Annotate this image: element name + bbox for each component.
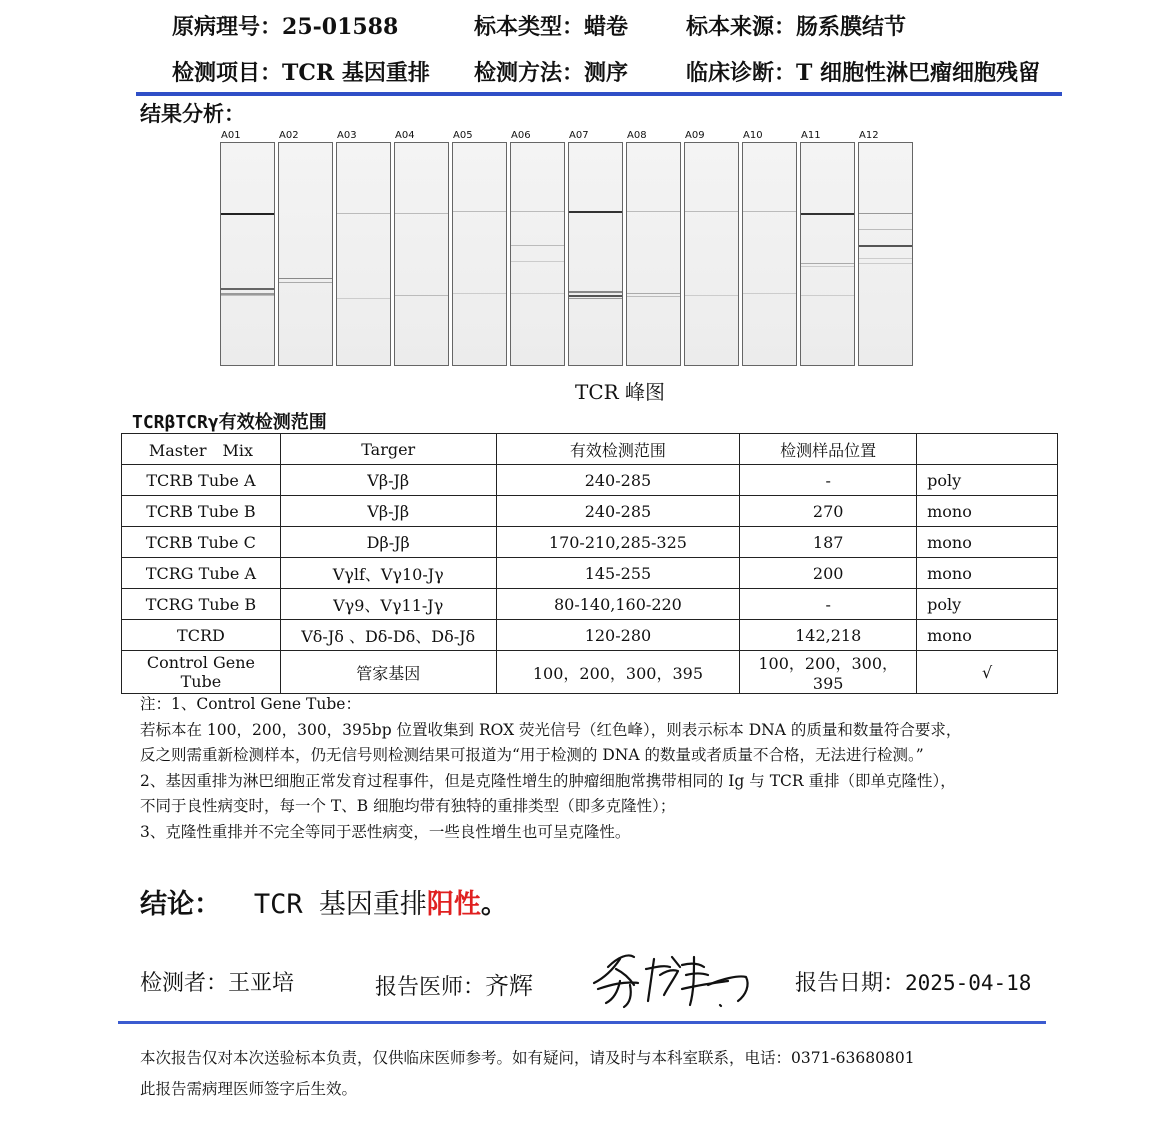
table-row — [122, 651, 1058, 694]
report-date-value: 2025-04-18 — [905, 971, 1032, 995]
gel-band — [337, 213, 390, 214]
gel-band — [859, 258, 912, 259]
cell-result: poly — [917, 589, 1058, 620]
gel-lane — [568, 142, 623, 366]
conclusion-result: 阳性 — [426, 889, 481, 920]
gel-band — [511, 211, 564, 212]
result-analysis-title: 结果分析： — [140, 101, 245, 126]
gel-band — [859, 229, 912, 230]
gel-band — [569, 295, 622, 297]
gel-band — [453, 211, 506, 212]
cell-target: Vγlf、Vγ10-Jγ — [280, 558, 496, 589]
tester — [140, 966, 294, 997]
gel-band — [453, 293, 506, 294]
tcr-gel-image — [220, 130, 920, 370]
gel-band — [395, 213, 448, 214]
gel-band — [627, 296, 680, 297]
gel-band — [511, 245, 564, 246]
gel-band — [859, 263, 912, 264]
specimen-source — [686, 10, 906, 41]
gel-band — [395, 295, 448, 296]
lane-label: A04 — [395, 130, 415, 141]
lane-label: A10 — [743, 130, 763, 141]
table-row — [122, 589, 1058, 620]
header-divider — [136, 92, 1062, 96]
lane-label: A11 — [801, 130, 821, 141]
gel-lane — [684, 142, 739, 366]
gel-lane — [742, 142, 797, 366]
cell-sample-position: 142,218 — [740, 620, 917, 651]
conclusion-label: 结论： — [140, 889, 221, 920]
test-method-value: 测序 — [584, 60, 629, 86]
gel-band — [569, 298, 622, 299]
cell-valid-range: 80-140,160-220 — [496, 589, 740, 620]
gel-lane — [452, 142, 507, 366]
cell-sample-position: 200 — [740, 558, 917, 589]
footer-validity-note: 此报告需病理医师签字后生效。 — [140, 1080, 358, 1098]
cell-master-mix: TCRB Tube B — [122, 496, 281, 527]
cell-sample-position: 270 — [740, 496, 917, 527]
lane-label: A09 — [685, 130, 705, 141]
cell-sample-position: - — [740, 465, 917, 496]
cell-sample-position: 187 — [740, 527, 917, 558]
gel-band — [627, 293, 680, 294]
clinical-diagnosis-value: T 细胞性淋巴瘤细胞残留 — [796, 60, 1041, 86]
cell-master-mix: Control Gene Tube — [122, 651, 281, 694]
cell-target: Vβ-Jβ — [280, 465, 496, 496]
specimen-source-value: 肠系膜结节 — [796, 14, 907, 40]
gel-lane — [336, 142, 391, 366]
gel-band — [859, 213, 912, 214]
gel-lane — [278, 142, 333, 366]
cell-result: poly — [917, 465, 1058, 496]
gel-band — [743, 293, 796, 294]
col-sample-position: 检测样品位置 — [740, 434, 917, 465]
report-date — [795, 966, 1031, 997]
gel-band — [511, 293, 564, 294]
cell-sample-position: - — [740, 589, 917, 620]
cell-target: Vβ-Jβ — [280, 496, 496, 527]
conclusion-end: 。 — [480, 889, 508, 920]
detection-range-table — [121, 433, 1058, 694]
gel-band — [221, 213, 274, 215]
test-method — [474, 56, 628, 87]
col-result — [917, 434, 1058, 465]
note-line: 3、克隆性重排并不完全等同于恶性病变，一些良性增生也可呈克隆性。 — [140, 822, 631, 841]
gel-lane — [394, 142, 449, 366]
cell-result: mono — [917, 527, 1058, 558]
cell-master-mix: TCRD — [122, 620, 281, 651]
footer-divider — [118, 1021, 1046, 1024]
test-item-label: 检测项目： — [172, 60, 283, 86]
gel-caption: TCR 峰图 — [575, 380, 666, 404]
cell-target: Vγ9、Vγ11-Jγ — [280, 589, 496, 620]
lane-label: A03 — [337, 130, 357, 141]
report-date-label: 报告日期： — [795, 971, 906, 996]
specimen-type-label: 标本类型： — [474, 14, 585, 40]
tester-name: 王亚培 — [228, 971, 295, 996]
lane-label: A01 — [221, 130, 241, 141]
gel-band — [279, 278, 332, 279]
cell-master-mix: TCRB Tube C — [122, 527, 281, 558]
gel-lane — [800, 142, 855, 366]
gel-band — [801, 263, 854, 264]
gel-band — [221, 288, 274, 290]
gel-band — [801, 266, 854, 267]
cell-sample-position: 100，200，300，395 — [740, 651, 917, 694]
cell-result: √ — [917, 651, 1058, 694]
cell-valid-range: 240-285 — [496, 496, 740, 527]
cell-target: Dβ-Jβ — [280, 527, 496, 558]
gel-band — [511, 261, 564, 262]
cell-valid-range: 170-210,285-325 — [496, 527, 740, 558]
cell-valid-range: 100，200，300，395 — [496, 651, 740, 694]
specimen-type — [474, 10, 628, 41]
gel-lane — [626, 142, 681, 366]
cell-result: mono — [917, 496, 1058, 527]
table-row — [122, 465, 1058, 496]
note-line: 若标本在 100，200，300，395bp 位置收集到 ROX 荧光信号（红色峰），则表示标本 DNA 的质量和数量符合要求， — [140, 720, 962, 739]
gel-band — [279, 282, 332, 283]
clinical-diagnosis-label: 临床诊断： — [686, 60, 797, 86]
conclusion-text: TCR 基因重排 — [253, 889, 427, 920]
lane-label: A12 — [859, 130, 879, 141]
col-target: Targer — [280, 434, 496, 465]
gel-band — [221, 295, 274, 296]
note-line: 2、基因重排为淋巴细胞正常发育过程事件，但是克隆性增生的肿瘤细胞常携带相同的 Ig 与 TCR 重排（即单克隆性）， — [140, 771, 956, 790]
lane-label: A08 — [627, 130, 647, 141]
table-header-row — [122, 434, 1058, 465]
footer-disclaimer: 本次报告仅对本次送验标本负责，仅供临床医师参考。如有疑问，请及时与本科室联系，电话：0371-63680801 — [140, 1049, 915, 1067]
gel-band — [859, 245, 912, 247]
gel-band — [685, 295, 738, 296]
cell-valid-range: 240-285 — [496, 465, 740, 496]
cell-valid-range: 120-280 — [496, 620, 740, 651]
cell-valid-range: 145-255 — [496, 558, 740, 589]
conclusion — [140, 882, 508, 921]
note-line: 不同于良性病变时，每一个 T、B 细胞均带有独特的重排类型（即多克隆性）； — [140, 797, 676, 815]
lane-label: A06 — [511, 130, 531, 141]
test-method-label: 检测方法： — [474, 60, 585, 86]
note-line: 反之则需重新检测样本，仍无信号则检测结果可报道为“用于检测的 DNA 的数量或者质量不合格，无法进行检测。” — [140, 746, 924, 764]
gel-band — [801, 213, 854, 215]
test-item-value: TCR 基因重排 — [282, 60, 430, 86]
cell-master-mix: TCRG Tube B — [122, 589, 281, 620]
test-item — [172, 56, 430, 87]
table-body — [122, 465, 1058, 694]
table-row — [122, 558, 1058, 589]
gel-lane — [510, 142, 565, 366]
lane-label: A02 — [279, 130, 299, 141]
tester-label: 检测者： — [140, 971, 229, 996]
gel-lane — [220, 142, 275, 366]
cell-master-mix: TCRB Tube A — [122, 465, 281, 496]
specimen-type-value: 蜡卷 — [584, 14, 629, 40]
col-master-mix: Master Mix — [122, 434, 281, 465]
detection-range-title: TCRβTCRγ有效检测范围 — [132, 412, 327, 433]
gel-band — [337, 298, 390, 299]
gel-band — [801, 295, 854, 296]
table-row — [122, 496, 1058, 527]
lane-label: A07 — [569, 130, 589, 141]
clinical-diagnosis — [686, 56, 1040, 87]
gel-lane — [858, 142, 913, 366]
cell-result: mono — [917, 620, 1058, 651]
handwritten-signature — [590, 945, 755, 1015]
cell-target: Vδ-Jδ 、Dδ-Dδ、Dδ-Jδ — [280, 620, 496, 651]
specimen-source-label: 标本来源： — [686, 14, 797, 40]
gel-band — [627, 211, 680, 212]
pathology-number-value: 25-01588 — [282, 14, 399, 40]
cell-target: 管家基因 — [280, 651, 496, 694]
report-doctor — [375, 966, 533, 1001]
pathology-number — [172, 10, 398, 41]
table-row — [122, 527, 1058, 558]
lane-label: A05 — [453, 130, 473, 141]
note-line: 注：1、Control Gene Tube： — [140, 695, 361, 713]
cell-result: mono — [917, 558, 1058, 589]
col-valid-range: 有效检测范围 — [496, 434, 740, 465]
report-doctor-name: 齐辉 — [485, 972, 534, 1000]
gel-band — [569, 211, 622, 213]
cell-master-mix: TCRG Tube A — [122, 558, 281, 589]
gel-band — [569, 291, 622, 293]
table-row — [122, 620, 1058, 651]
notes — [140, 692, 961, 845]
gel-band — [685, 211, 738, 212]
pathology-number-label: 原病理号： — [172, 14, 283, 40]
report-doctor-label: 报告医师： — [375, 975, 486, 1000]
gel-band — [743, 211, 796, 212]
